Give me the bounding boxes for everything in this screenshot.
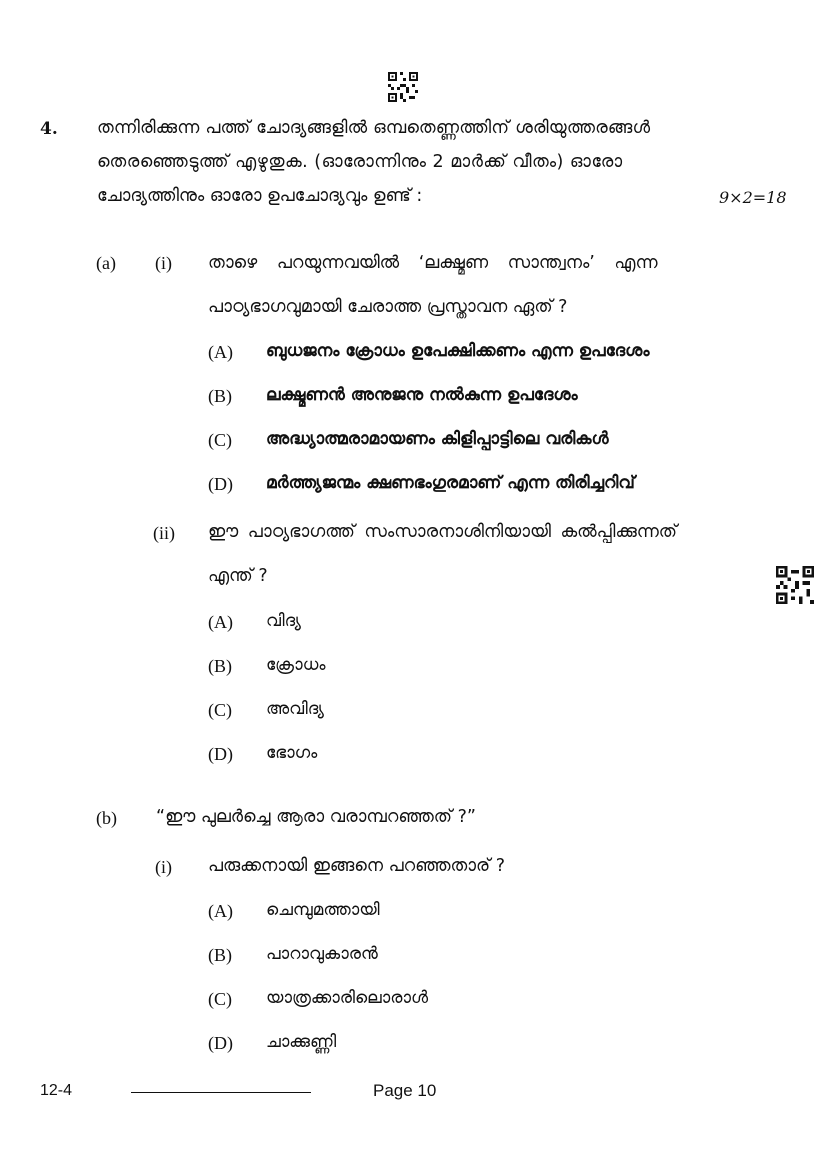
- part-b-label: (b): [96, 808, 117, 828]
- option-label: (B): [208, 386, 232, 406]
- option-label: (C): [208, 700, 232, 720]
- part-a-ii-question-line-1: ഈ പാഠ്യഭാഗത്ത് സംസാരനാശിനിയായി കൽപ്പിക്കുന്നത്: [208, 522, 678, 542]
- page-number: Page 10: [373, 1081, 437, 1100]
- part-a-ii-question-line-2: എന്ത് ?: [208, 566, 268, 586]
- option-label: (B): [208, 656, 232, 676]
- instruction-line-3: ചോദ്യത്തിനും ഓരോ ഉപചോദ്യവും ഉണ്ട് :: [97, 186, 423, 206]
- option-text: ക്രോധം: [266, 655, 326, 675]
- option-text: മർത്ത്യജന്മം ക്ഷണഭംഗുരമാണ് എന്ന തിരിച്ചറിവ്: [266, 473, 635, 493]
- option-label: (C): [208, 430, 232, 450]
- qr-code-side: [776, 566, 814, 604]
- option-label: (C): [208, 989, 232, 1009]
- question-number: 4.: [40, 119, 58, 139]
- option-label: (D): [208, 1033, 233, 1053]
- option-label: (B): [208, 945, 232, 965]
- option-text: ലക്ഷ്മണൻ അനുജനു നൽകുന്ന ഉപദേശം: [266, 385, 578, 405]
- instruction-line-2: തെരഞ്ഞെടുത്ത് എഴുതുക. (ഓരോന്നിനും 2 മാർക്ക് വീതം) ഓരോ: [97, 152, 623, 172]
- part-b-i-question: പരുക്കനായി ഇങ്ങനെ പറഞ്ഞതാര് ?: [208, 856, 505, 876]
- part-a-label: (a): [96, 253, 116, 273]
- part-a-sub-ii-label: (ii): [153, 523, 175, 543]
- option-label: (A): [208, 342, 233, 362]
- option-text: ബുധജനം ക്രോധം ഉപേക്ഷിക്കണം എന്ന ഉപദേശം: [266, 341, 650, 361]
- part-b-sub-i-label: (i): [155, 857, 172, 877]
- part-b-quote: “ഈ പുലർച്ചെ ആരാ വരാമ്പറഞ്ഞത് ?”: [156, 807, 476, 827]
- option-text: ഭോഗം: [266, 743, 318, 763]
- option-text: അദ്ധ്യാത്മരാമായണം കിളിപ്പാട്ടിലെ വരികൾ: [266, 429, 609, 449]
- part-a-sub-i-label: (i): [155, 253, 172, 273]
- marks-label: 9×2=18: [719, 188, 787, 207]
- option-text: യാത്രക്കാരിലൊരാൾ: [266, 988, 429, 1008]
- footer-code: 12-4: [40, 1082, 73, 1099]
- option-text: അവിദ്യ: [266, 699, 324, 719]
- option-label: (D): [208, 474, 233, 494]
- option-text: വിദ്യ: [266, 611, 301, 631]
- part-a-i-question-line-2: പാഠ്യഭാഗവുമായി ചേരാത്ത പ്രസ്താവന ഏത് ?: [208, 297, 568, 317]
- option-label: (A): [208, 612, 233, 632]
- option-label: (A): [208, 901, 233, 921]
- footer-divider: [131, 1092, 311, 1093]
- option-text: ചെമ്പുമത്തായി: [266, 900, 380, 920]
- option-label: (D): [208, 744, 233, 764]
- qr-code-top: [388, 72, 418, 102]
- part-a-i-question-line-1: താഴെ പറയുന്നവയിൽ ‘ലക്ഷ്മണ സാന്ത്വനം’ എന്ന: [208, 253, 658, 273]
- option-text: ചാക്കുണ്ണി: [266, 1032, 337, 1052]
- option-text: പാറാവുകാരൻ: [266, 944, 378, 964]
- instruction-line-1: തന്നിരിക്കുന്ന പത്ത് ചോദ്യങ്ങളിൽ ഒമ്പതെണ്ണത്തിന് ശരിയുത്തരങ്ങൾ: [97, 118, 651, 138]
